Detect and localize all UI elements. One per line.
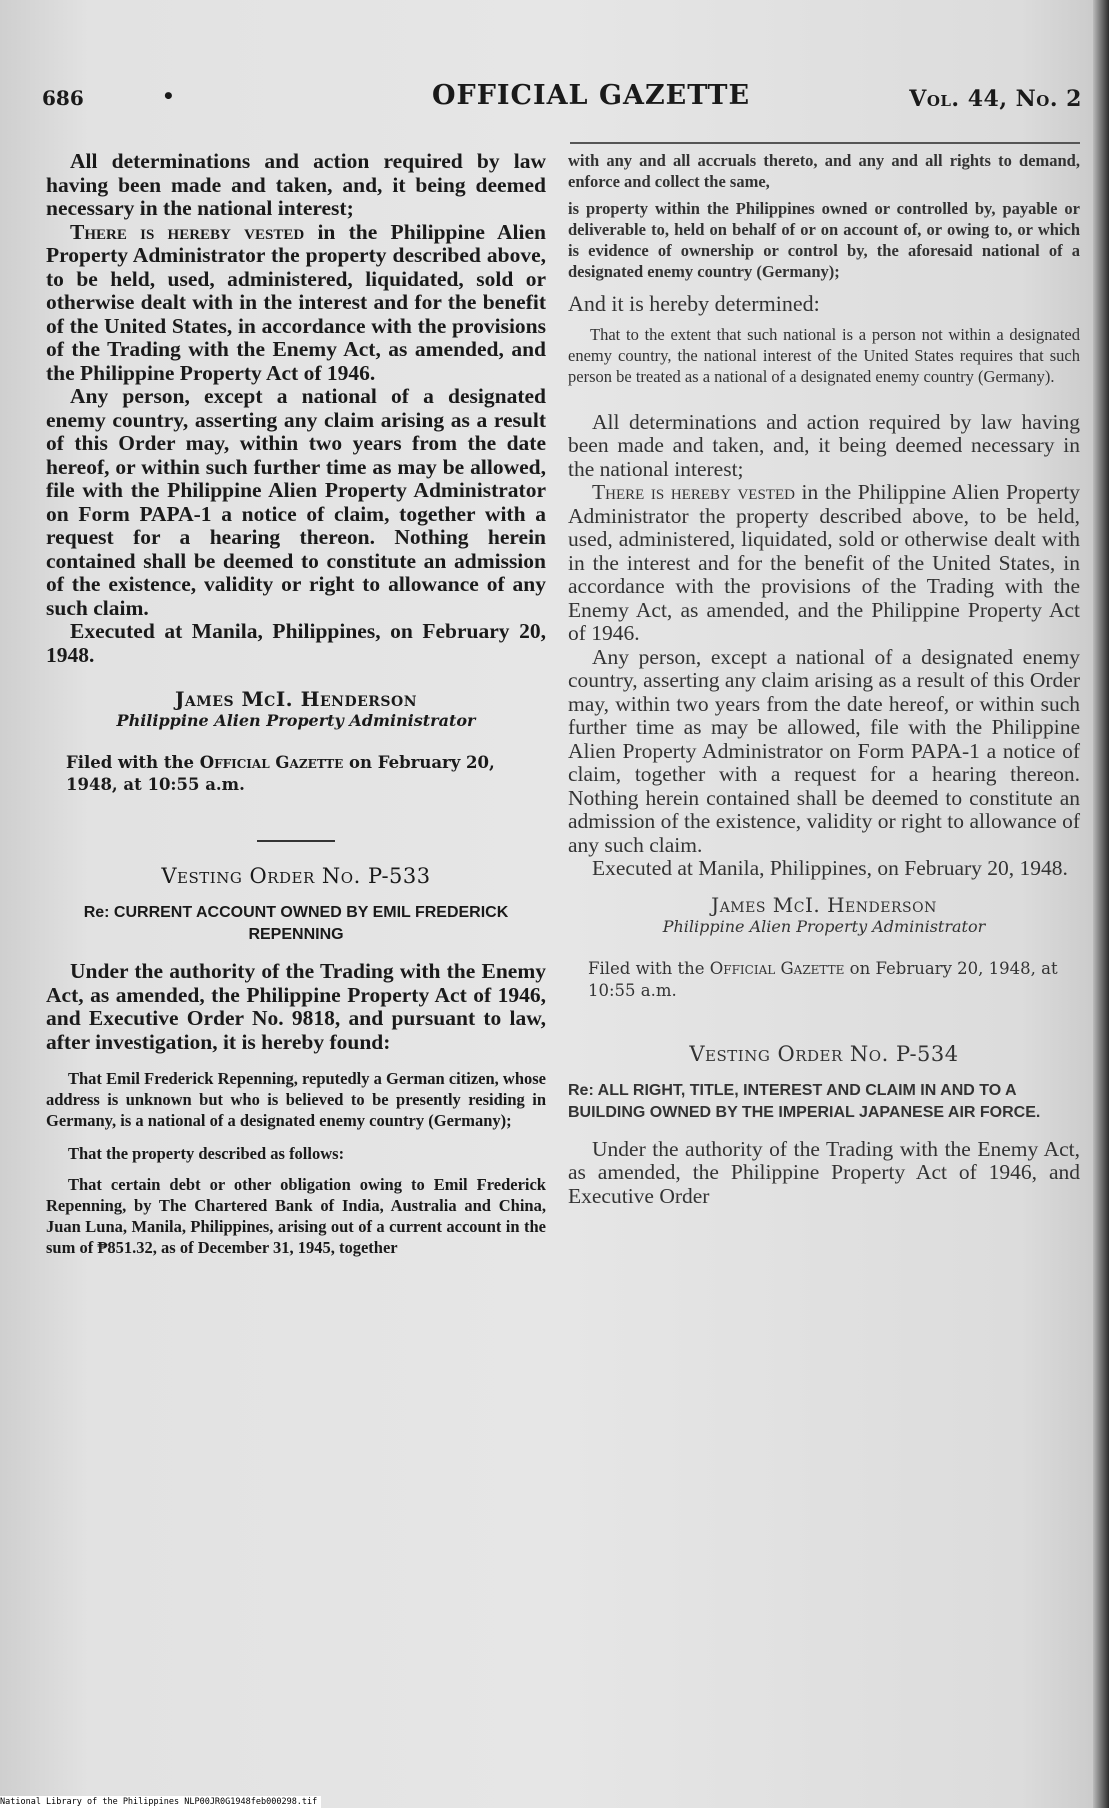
finding-national: That Emil Frederick Repenning, reputedly a German citizen, whose address is unknown but who is believed to be presently residing in Germany, is a national of a designated enemy country (Germany); — [46, 1069, 546, 1130]
determinations-paragraph: All determinations and action required by law having been made and taken, and, it being deemed necessary in the national interest; — [46, 149, 546, 220]
vesting-paragraph-2 — [568, 481, 1080, 646]
signature-block-2 — [568, 893, 1080, 936]
page-number: 686 — [42, 86, 84, 110]
determined-heading: And it is hereby determined: — [568, 291, 820, 316]
vesting-text-2: in the Philippine Alien Property Administrator the property described above, to be held, used, administered, liquidated, sold or otherwise dealt with in the interest and for the benefit of the United States, in accordance with the provisions of the Trading with the Enemy Act, as amended, and the Philippine Property Act of 1946. — [568, 480, 1080, 645]
executed-paragraph-2: Executed at Manila, Philippines, on February 20, 1948. — [592, 856, 1068, 880]
header-bullet: • — [162, 84, 175, 108]
page-header — [42, 80, 1082, 120]
order-subject: Re: CURRENT ACCOUNT OWNED BY EMIL FREDERICK REPENNING — [83, 904, 509, 943]
vesting-order-title: Vesting Order No. P-533 — [161, 864, 431, 888]
filed-note-2 — [568, 958, 1080, 1002]
signatory-title: Philippine Alien Property Administrator — [116, 711, 476, 730]
signature-block — [46, 687, 546, 730]
vesting-lead: There is hereby vested — [70, 219, 305, 244]
authority-paragraph: Under the authority of the Trading with the Enemy Act, as amended, the Philippine Property Act of 1946, and Executive Order No. 9818, and pursuant to law, after investigation, it is hereby found: — [46, 959, 546, 1054]
determinations-paragraph-2: All determinations and action required by law having been made and taken, and, it being deemed necessary in the national interest; — [568, 409, 1080, 481]
page-binding-edge — [1093, 0, 1109, 1808]
order-subject-2: Re: ALL RIGHT, TITLE, INTEREST AND CLAIM IN AND TO A BUILDING OWNED BY THE IMPERIAL JAPANESE AIR FORCE. — [568, 1081, 1041, 1121]
finding-property-description: That certain debt or other obligation owing to Emil Frederick Repenning, by The Chartered Bank of India, Australia and China, Juan Luna, Manila, Philippines, arising out of a current account in the sum of ₱851.32, as of December 31, 1945, together — [46, 1175, 546, 1257]
signatory-name-2: James McI. Henderson — [711, 892, 937, 917]
vesting-text: in the Philippine Alien Property Administrator the property described above, to be held, used, administered, liquidated, sold or otherwise dealt with in the interest and for the benefit of the United States, in accordance with the provisions of the Trading with the Enemy Act, as amended, and the Philippine Property Act of 1946. — [46, 219, 546, 385]
volume-number: Vol. 44, No. 2 — [909, 86, 1082, 112]
claim-paragraph-2: Any person, except a national of a designated enemy country, asserting any claim arising as a result of this Order may, within two years from the date hereof, or within such further time as may be allowed, file with the Philippine Alien Property Administrator on Form PAPA-1 a notice of claim, together with a request for a hearing thereon. Nothing herein contained shall be deemed to constitute an admission of the existence, validity or right to allowance of any such claim. — [568, 644, 1080, 857]
filed-gazette: Official Gazette — [199, 753, 344, 772]
filed-post: on February 20, 1948, at 10:55 a.m. — [66, 753, 495, 794]
executed-paragraph: Executed at Manila, Philippines, on February 20, 1948. — [46, 619, 546, 667]
left-column — [46, 150, 546, 1258]
claim-paragraph: Any person, except a national of a designated enemy country, asserting any claim arising as a result of this Order may, within two years from the date hereof, or within such further time as may be allowed, file with the Philippine Alien Property Administrator on Form PAPA-1 a notice of claim, together with a request for a hearing thereon. Nothing herein contained shall be deemed to constitute an admission of the existence, validity or right to allowance of any such claim. — [46, 384, 546, 620]
property-ownership: is property within the Philippines owned or controlled by, payable or deliverable to, held on behalf of or on account of, or owing to, or which is evidence of ownership or control by, the aforesaid national of a designated enemy country (Germany); — [568, 199, 1080, 281]
scan-footer: National Library of the Philippines NLP00JR0G1948feb000298.tif — [0, 1796, 321, 1808]
authority-paragraph-2: Under the authority of the Trading with the Enemy Act, as amended, the Philippine Property Act of 1946, and Executive Order — [568, 1136, 1080, 1208]
publication-title: OFFICIAL GAZETTE — [432, 80, 751, 111]
determination-text: That to the extent that such national is a person not within a designated enemy country, the national interest of the United States requires that such person be treated as a national of a designated enemy country (Germany). — [568, 324, 1080, 386]
signatory-title-2: Philippine Alien Property Administrator — [662, 916, 986, 936]
filed-note — [46, 752, 546, 796]
section-divider — [257, 840, 335, 842]
property-accruals: with any and all accruals thereto, and any and all rights to demand, enforce and collect the same, — [568, 151, 1080, 191]
signatory-name: James McI. Henderson — [174, 687, 418, 711]
vesting-paragraph — [46, 221, 546, 386]
filed-post-2: on February 20, 1948, at 10:55 a.m. — [588, 958, 1058, 1000]
filed-pre: Filed with the — [66, 753, 200, 772]
vesting-lead-2: There is hereby vested — [592, 480, 795, 504]
filed-pre-2: Filed with the — [588, 958, 710, 978]
vesting-order-title-2: Vesting Order No. P-534 — [689, 1041, 959, 1066]
right-column — [568, 150, 1080, 1208]
finding-property-intro: That the property described as follows: — [68, 1144, 345, 1163]
header-rule — [570, 142, 1080, 144]
filed-gazette-2: Official Gazette — [709, 958, 845, 978]
